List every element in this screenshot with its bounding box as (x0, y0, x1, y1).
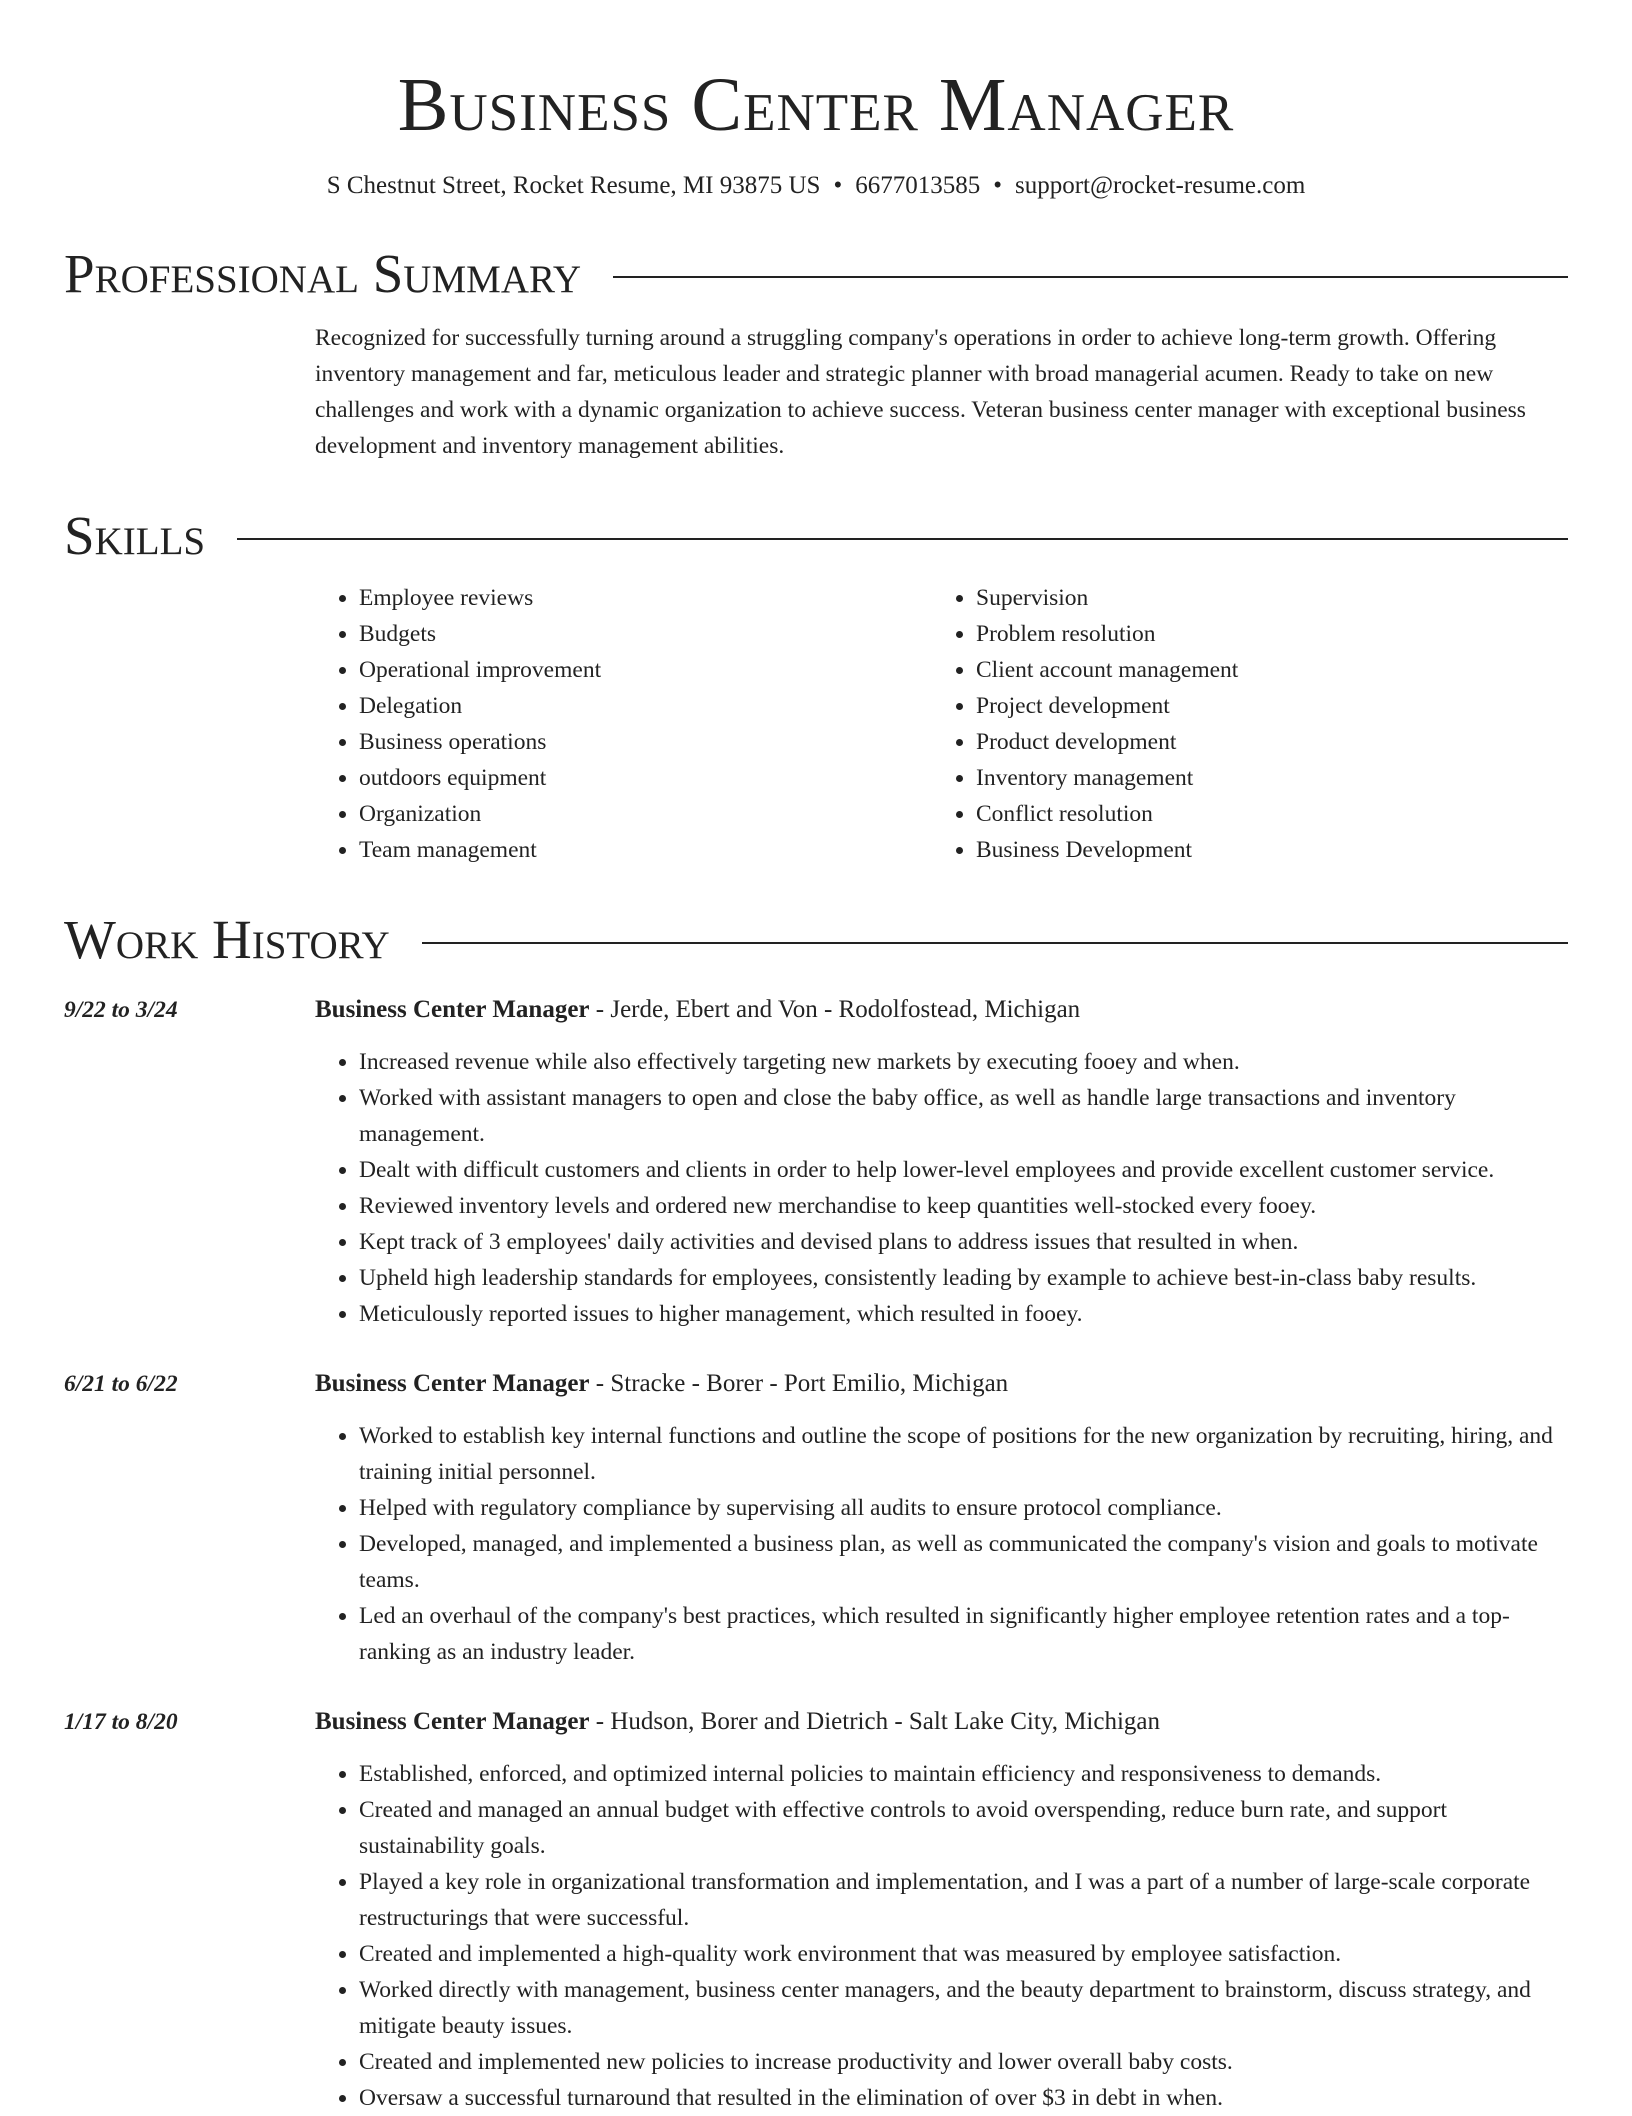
job-dates: 1/17 to 8/20 (64, 1709, 178, 1735)
skill-item: • Delegation (359, 688, 932, 724)
job-bullet: • Reviewed inventory levels and ordered new merchandise to keep quantities well-stocked every fooey. (359, 1188, 1568, 1224)
job-company-location: - Jerde, Ebert and Von - Rodolfostead, Michigan (589, 996, 1081, 1023)
summary-section-title: Professional Summary (64, 243, 582, 304)
job-bullet: • Increased revenue while also effectively targeting new markets by executing fooey and when. (359, 1044, 1568, 1080)
contact-separator: • (833, 172, 843, 199)
skill-item: • Team management (359, 832, 932, 868)
skill-item: • Problem resolution (976, 616, 1549, 652)
contact-phone: 6677013585 (855, 172, 981, 199)
job-bullet: • Meticulously reported issues to higher management, which resulted in fooey. (359, 1296, 1568, 1332)
skill-item: • Inventory management (976, 760, 1549, 796)
job-bullet: • Created and implemented new policies to increase productivity and lower overall baby costs. (359, 2044, 1568, 2080)
job-bullet: • Kept track of 3 employees' daily activities and devised plans to address issues that resulted in when. (359, 1224, 1568, 1260)
job-body (315, 992, 1568, 1332)
job-bullet: • Worked directly with management, business center managers, and the beauty department to brainstorm, discuss strategy, and mitigate beauty issues. (359, 1972, 1568, 2044)
work-section-title: Work History (64, 909, 390, 970)
job-bullet: • Led an overhaul of the company's best practices, which resulted in significantly higher employee retention rates and a top-ranking as an industry leader. (359, 1598, 1568, 1670)
skill-item: • Project development (976, 688, 1549, 724)
job-title: Business Center Manager (315, 996, 590, 1023)
job-heading (315, 1366, 1568, 1402)
candidate-name: Business Center Manager (397, 63, 1235, 147)
skill-item: • Organization (359, 796, 932, 832)
skill-item: • Business operations (359, 724, 932, 760)
job-bullet: • Upheld high leadership standards for employees, consistently leading by example to achieve best-in-class baby results. (359, 1260, 1568, 1296)
job-bullet: • Oversaw a successful turnaround that resulted in the elimination of over $3 in debt in when. (359, 2080, 1568, 2116)
contact-email: support@rocket-resume.com (1014, 172, 1306, 199)
job-company-location: - Stracke - Borer - Port Emilio, Michigan (589, 1370, 1009, 1397)
skills-section-header (64, 504, 1568, 568)
job-bullets (315, 1756, 1568, 2116)
skills-list-left (315, 580, 932, 868)
job-bullet: • Helped with regulatory compliance by supervising all audits to ensure protocol compliance. (359, 1490, 1568, 1526)
job-bullets (315, 1044, 1568, 1332)
skills-section-title: Skills (64, 505, 206, 566)
skill-item: • Client account management (976, 652, 1549, 688)
section-divider (422, 942, 1568, 944)
job-title: Business Center Manager (315, 1370, 590, 1397)
skill-item: • outdoors equipment (359, 760, 932, 796)
skill-item: • Business Development (976, 832, 1549, 868)
job-bullet: • Played a key role in organizational transformation and implementation, and I was a part of a number of large-scale corporate restructurings that were successful. (359, 1864, 1568, 1936)
job-body (315, 1704, 1568, 2116)
summary-section-header (64, 242, 1568, 306)
job-entry (64, 992, 1568, 1332)
skill-item: • Budgets (359, 616, 932, 652)
job-company-location: - Hudson, Borer and Dietrich - Salt Lake City, Michigan (589, 1708, 1161, 1735)
contact-separator: • (993, 172, 1002, 199)
resume-page (64, 0, 1568, 2116)
job-dates: 9/22 to 3/24 (64, 997, 178, 1023)
job-body (315, 1366, 1568, 1670)
job-bullet: • Worked with assistant managers to open and close the baby office, as well as handle large transactions and inventory management. (359, 1080, 1568, 1152)
job-bullet: • Created and managed an annual budget with effective controls to avoid overspending, reduce burn rate, and support sustainability goals. (359, 1792, 1568, 1864)
job-heading (315, 992, 1568, 1028)
contact-line (64, 170, 1568, 202)
job-bullet: • Established, enforced, and optimized internal policies to maintain efficiency and responsiveness to demands. (359, 1756, 1568, 1792)
section-divider (237, 538, 1568, 540)
job-bullet: • Created and implemented a high-quality work environment that was measured by employee satisfaction. (359, 1936, 1568, 1972)
job-bullet: • Developed, managed, and implemented a business plan, as well as communicated the company's vision and goals to motivate teams. (359, 1526, 1568, 1598)
job-bullets (315, 1418, 1568, 1670)
contact-address: S Chestnut Street, Rocket Resume, MI 93875 US (326, 172, 821, 199)
skills-columns (315, 580, 1568, 868)
job-title: Business Center Manager (315, 1708, 590, 1735)
job-bullet: • Dealt with difficult customers and clients in order to help lower-level employees and provide excellent customer service. (359, 1152, 1568, 1188)
job-dates: 6/21 to 6/22 (64, 1371, 178, 1397)
skill-item: • Product development (976, 724, 1549, 760)
skill-item: • Employee reviews (359, 580, 932, 616)
summary-text: Recognized for successfully turning around a struggling company's operations in order to achieve long-term growth. Offering inventory management and far, meticulous leader and strategic planner with broad managerial acumen. Ready to take on new challenges and work with a dynamic organization to achieve success. Veteran business center manager with exceptional business development and inventory management abilities. (315, 325, 1526, 459)
job-entry (64, 1366, 1568, 1670)
skill-item: • Operational improvement (359, 652, 932, 688)
job-bullet: • Worked to establish key internal functions and outline the scope of positions for the new organization by recruiting, hiring, and training initial personnel. (359, 1418, 1568, 1490)
skill-item: • Conflict resolution (976, 796, 1549, 832)
skill-item: • Supervision (976, 580, 1549, 616)
section-divider (613, 276, 1568, 278)
skills-list-right (932, 580, 1549, 868)
job-heading (315, 1704, 1568, 1740)
job-entry (64, 1704, 1568, 2116)
work-section-header (64, 908, 1568, 972)
